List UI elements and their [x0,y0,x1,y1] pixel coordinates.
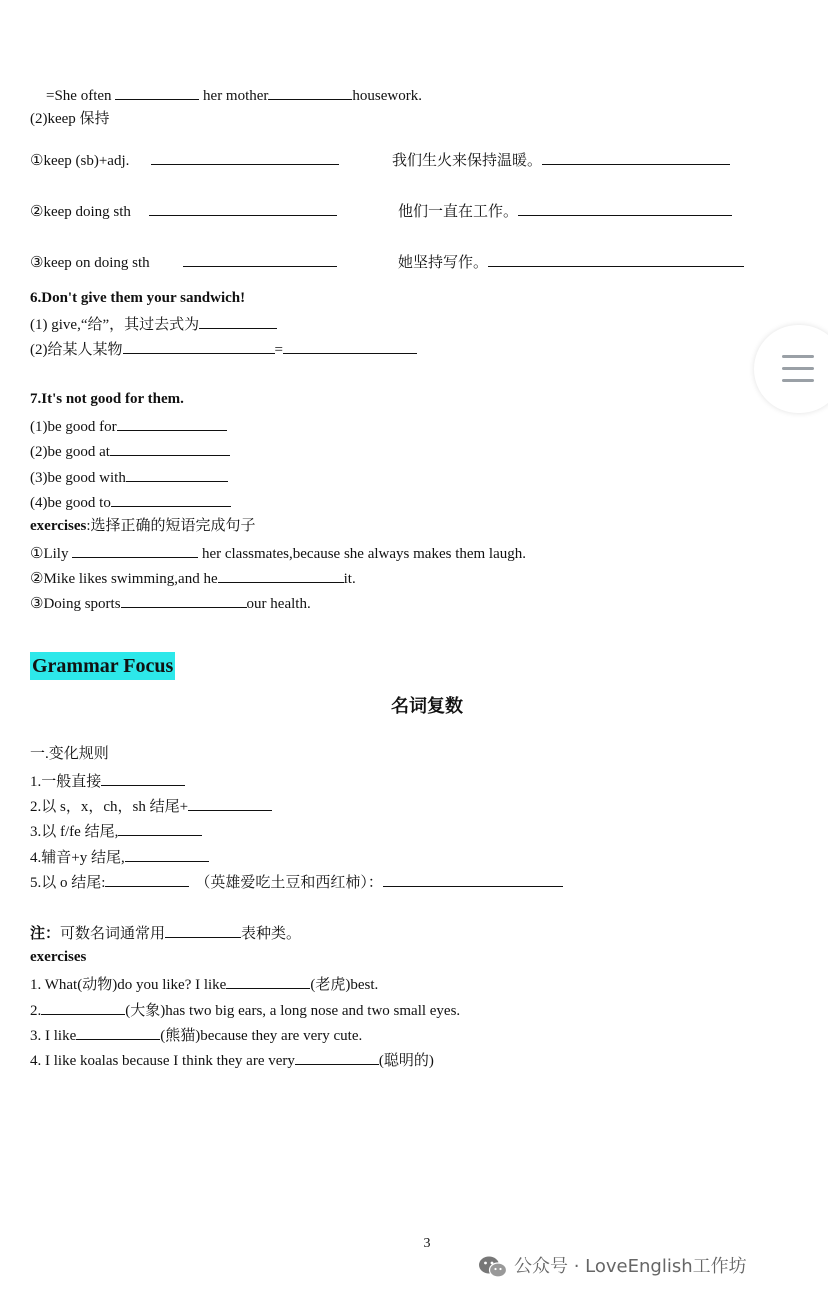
grammar-focus-heading: Grammar Focus [30,652,175,680]
answer-blank [283,338,417,354]
answer-blank [126,466,228,482]
answer-blank [518,200,732,216]
answer-blank [383,871,563,887]
watermark: 公众号 · LoveEnglish工作坊 [478,1253,747,1281]
section-title: 名词复数 [391,696,463,716]
answer-blank [123,338,275,354]
keep-usage-1: ①keep (sb)+adj. [30,149,339,171]
keep-translation-2: 他们一直在工作。 [398,200,732,222]
phrase-item: (4)be good to [30,491,231,513]
answer-blank [226,973,310,989]
answer-blank [72,542,198,558]
answer-blank [183,251,337,267]
rule-item: 2.以 s，x，ch，sh 结尾+ [30,795,272,817]
answer-blank [125,846,209,862]
section-6-title: 6.Don't give them your sandwich! [30,290,246,306]
answer-blank [488,251,744,267]
rule-item: 1.一般直接 [30,770,185,792]
rule-item: 3.以 f/fe 结尾, [30,820,202,842]
keep-translation-3: 她坚持写作。 [398,251,744,273]
answer-blank [149,200,337,216]
answer-blank [110,440,230,456]
answer-blank [105,871,189,887]
rule-item: 5.以 o 结尾: （英雄爱吃土豆和西红柿）： [30,871,563,893]
answer-blank [268,84,352,100]
answer-blank [151,149,339,165]
answer-blank [295,1049,379,1065]
exercises-heading: exercises:选择正确的短语完成句子 [30,518,256,534]
answer-blank [41,999,125,1015]
exercises-heading: exercises [30,949,87,965]
answer-blank [199,313,277,329]
keep-translation-1: 我们生火来保持温暖。 [392,149,730,171]
section-7-title: 7.It's not good for them. [30,391,184,407]
answer-blank [542,149,730,165]
answer-blank [115,84,199,100]
keep-heading: (2)keep 保持 [30,111,110,127]
keep-usage-2: ②keep doing sth [30,200,337,222]
answer-blank [165,922,241,938]
note-line: 注：可数名词通常用 表种类。 [30,922,301,944]
keep-usage-3: ③keep on doing sth [30,251,337,273]
phrase-item: (3)be good with [30,466,228,488]
page-number: 3 [423,1236,431,1251]
menu-button[interactable] [754,325,828,413]
answer-blank [117,415,227,431]
exercise-sentence: ①Lily her classmates,because she always makes them laugh. [30,542,526,564]
answer-blank [76,1024,160,1040]
answer-blank [118,820,202,836]
give-question-2: (2)给某人某物 = [30,338,417,360]
answer-blank [188,795,272,811]
exercise-sentence: ②Mike likes swimming,and he it. [30,567,356,589]
wechat-logo-icon [478,1255,508,1279]
answer-blank [218,567,344,583]
phrase-item: (1)be good for [30,415,227,437]
exercise-sentence: 2. (大象)has two big ears, a long nose and two small eyes. [30,999,460,1021]
exercise-sentence: ③Doing sports our health. [30,592,311,614]
sentence-line: =She often her mother housework. [46,84,422,106]
phrase-item: (2)be good at [30,440,230,462]
exercise-sentence: 1. What(动物)do you like? I like (老虎)best. [30,973,378,995]
give-question-1: (1) give,“给”，其过去式为 [30,313,277,335]
answer-blank [111,491,231,507]
rule-item: 4.辅音+y 结尾, [30,846,209,868]
exercise-sentence: 4. I like koalas because I think they are very (聪明的) [30,1049,434,1071]
answer-blank [121,592,247,608]
answer-blank [101,770,185,786]
rules-heading: 一.变化规则 [30,746,109,762]
exercise-sentence: 3. I like (熊猫)because they are very cute. [30,1024,362,1046]
